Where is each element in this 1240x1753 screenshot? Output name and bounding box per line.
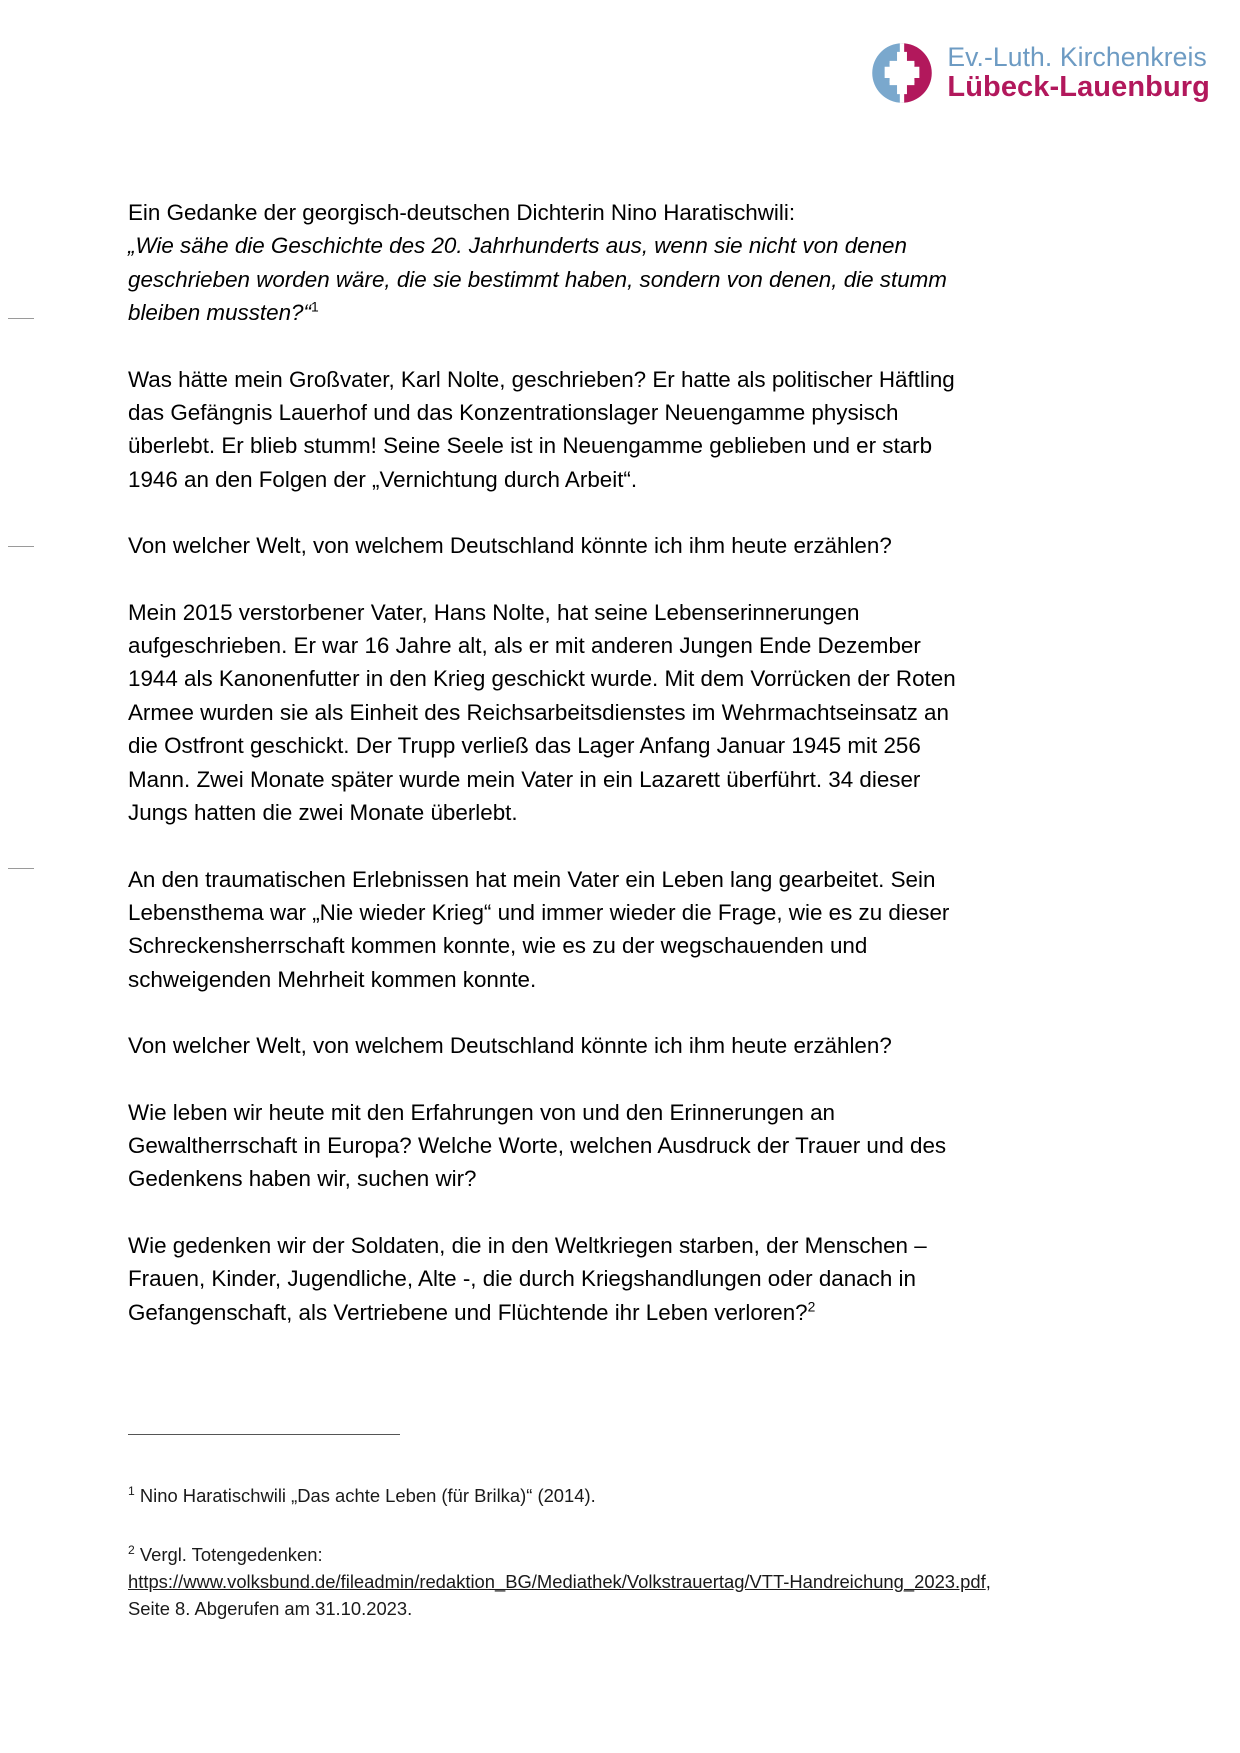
margin-tick-mark bbox=[8, 546, 34, 547]
paragraph-father: Mein 2015 verstorbener Vater, Hans Nolte, hat seine Lebenserinnerungen aufgeschrieben. Er war 16 Jahre alt, als er mit anderen Jungen Ende Dezember 1944 als Kanonenfutter in den Krieg geschickt wurde. Mit dem Vorrücken der Roten Armee wurden sie als Einheit des Reichsarbeitsdienstes im Wehrmachtseinsatz an die Ostfront geschickt. Der Trupp verließ das Lager Anfang Januar 1945 mit 256 Mann. Zwei Monate später wurde mein Vater in ein Lazarett überführt. 34 dieser Jungs hatten die zwei Monate überlebt. bbox=[128, 599, 956, 826]
footnote-2-tail: , Seite 8. Abgerufen am 31.10.2023. bbox=[128, 1571, 991, 1619]
quote-text: „Wie sähe die Geschichte des 20. Jahrhunderts aus, wenn sie nicht von denen geschrieben worden wäre, die sie bestimmt haben, sondern von denen, die stumm bleiben mussten?“ bbox=[128, 233, 947, 326]
footnote-ref-2[interactable]: 2 bbox=[807, 1298, 816, 1315]
intro-line: Ein Gedanke der georgisch-deutschen Dichterin Nino Haratischwili: bbox=[128, 200, 796, 225]
paragraph-trauma: An den traumatischen Erlebnissen hat mein Vater ein Leben lang gearbeitet. Sein Lebensthema war „Nie wieder Krieg“ und immer wieder die Frage, wie es zu dieser Schreckensherrschaft kommen konnte, wie es zu der wegschauenden und schweigenden Mehrheit kommen konnte. bbox=[128, 866, 950, 992]
footnote-ref-1[interactable]: 1 bbox=[310, 298, 319, 315]
logo-wordmark bbox=[947, 44, 1210, 102]
footnote-separator bbox=[128, 1434, 400, 1435]
paragraph-question-1: Von welcher Welt, von welchem Deutschland könnte ich ihm heute erzählen? bbox=[128, 533, 892, 559]
paragraph-remembrance bbox=[128, 1229, 968, 1329]
margin-tick-mark bbox=[8, 868, 34, 869]
remembrance-text: Wie gedenken wir der Soldaten, die in den Weltkriegen starben, der Menschen – Frauen, Kinder, Jugendliche, Alte -, die durch Kriegshandlungen oder danach in Gefangenschaft, als Vertriebene und Flüchtende ihr Leben verloren? bbox=[128, 1232, 927, 1325]
paragraph-grandfather: Was hätte mein Großvater, Karl Nolte, geschrieben? Er hatte als politischer Häftling das Gefängnis Lauerhof und das Konzentrationslager Neuengamme physisch überlebt. Er blieb stumm! Seine Seele ist in Neuengamme geblieben und er starb 1946 an den Folgen der „Vernichtung durch Arbeit“. bbox=[128, 366, 955, 492]
paragraph-question-2: Von welcher Welt, von welchem Deutschland könnte ich ihm heute erzählen? bbox=[128, 1033, 892, 1059]
haratischwili-quote bbox=[128, 229, 968, 329]
footnote-area bbox=[128, 1482, 1008, 1622]
margin-tick-mark bbox=[8, 318, 34, 319]
organization-logo bbox=[871, 42, 1210, 104]
intro-quote-block bbox=[128, 196, 968, 330]
footnote-2-marker: 2 bbox=[128, 1542, 135, 1557]
footnote-1-marker: 1 bbox=[128, 1483, 135, 1498]
logo-line-luebeck-lauenburg: Lübeck-Lauenburg bbox=[947, 70, 1210, 103]
document-body bbox=[128, 196, 968, 1362]
paragraph-memory: Wie leben wir heute mit den Erfahrungen von und den Erinnerungen an Gewaltherrschaft in Europa? Welche Worte, welchen Ausdruck der Trauer und des Gedenkens haben wir, suchen wir? bbox=[128, 1099, 947, 1192]
footnote-2 bbox=[128, 1541, 1008, 1622]
footnote-1 bbox=[128, 1482, 1008, 1509]
footnote-1-text: Nino Haratischwili „Das achte Leben (für Brilka)“ (2014). bbox=[134, 1485, 596, 1506]
footnote-2-lead: Vergl. Totengedenken: bbox=[134, 1544, 323, 1565]
footnote-2-url[interactable]: https://www.volksbund.de/fileadmin/redaktion_BG/Mediathek/Volkstrauertag/VTT-Handreichung_2023.pdf bbox=[128, 1571, 986, 1592]
logo-line-ev-luth-kirchenkreis: Ev.-Luth. Kirchenkreis bbox=[947, 42, 1207, 73]
cross-in-circle-logo-icon bbox=[871, 42, 933, 104]
